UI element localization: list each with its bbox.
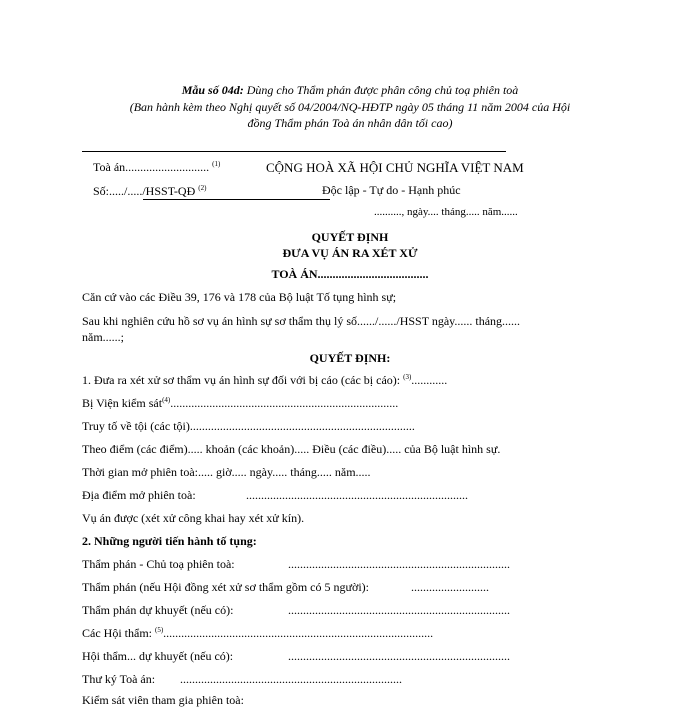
assessors-footnote: (5) xyxy=(154,626,164,634)
court-name: Toà án............................ xyxy=(93,160,210,174)
prosecution-dots: ............................................................................ xyxy=(170,396,399,410)
issued-line-1: (Ban hành kèm theo Nghị quyết số 04/2004/NQ-HĐTP ngày 05 tháng 11 năm 2004 của Hội xyxy=(129,100,571,114)
trial-type-line: Vụ án được (xét xử công khai hay xét xử kín). xyxy=(82,511,305,525)
item-1-footnote: (3) xyxy=(403,373,412,381)
trial-place-dots: .......................................................................... xyxy=(246,488,468,502)
case-review-line-2: năm......; xyxy=(82,330,124,344)
clerk-dots: .......................................................................... xyxy=(180,672,402,686)
judge-label: Thẩm phán (nếu Hội đồng xét xử sơ thẩm gồm có 5 người): xyxy=(82,580,369,594)
number-underline xyxy=(143,199,330,200)
charge-line: Truy tố về tội (các tội)........................................................................... xyxy=(82,419,415,433)
form-title xyxy=(0,84,700,96)
article-line: Theo điểm (các điểm)..... khoản (các khoản)..... Điều (các điều)..... của Bộ luật hình sự. xyxy=(82,442,501,456)
assessors-label: Các Hội thẩm: xyxy=(82,626,152,640)
prosecution-line xyxy=(82,397,398,409)
reserve-assessor-dots: .......................................................................... xyxy=(288,649,510,663)
assessors-dots: .......................................................................................... xyxy=(163,626,434,640)
item-1-dots: ............ xyxy=(411,373,448,387)
document-subtitle: ĐƯA VỤ ÁN RA XÉT XỬ xyxy=(282,246,418,260)
form-label: Mẫu số 04d: xyxy=(181,83,244,97)
issuing-court: TOÀ ÁN..................................... xyxy=(271,267,429,281)
prosecution-label: Bị Viện kiểm sát xyxy=(82,396,163,410)
form-description: Dùng cho Thẩm phán được phân công chủ toạ phiên toà xyxy=(243,83,519,97)
presiding-judge-label: Thẩm phán - Chủ toạ phiên toà: xyxy=(82,557,235,571)
reserve-judge-dots: .......................................................................... xyxy=(288,603,510,617)
decision-heading: QUYẾT ĐỊNH: xyxy=(309,351,391,365)
nation-motto: Độc lập - Tự do - Hạnh phúc xyxy=(322,183,461,197)
judge-dots: .......................... xyxy=(411,580,489,594)
decision-number: Số:...../...../HSST-QĐ xyxy=(93,184,196,198)
court-footnote: (1) xyxy=(212,160,221,168)
top-divider xyxy=(82,151,506,152)
issue-date: .........., ngày.... tháng..... năm...... xyxy=(374,206,518,218)
item-1 xyxy=(82,374,447,386)
reserve-judge-label: Thẩm phán dự khuyết (nếu có): xyxy=(82,603,234,617)
trial-time-line: Thời gian mở phiên toà:..... giờ..... ngày..... tháng..... năm..... xyxy=(82,465,371,479)
decision-number-line xyxy=(93,185,206,197)
assessors-line xyxy=(82,627,433,639)
trial-place-label: Địa điểm mở phiên toà: xyxy=(82,488,196,502)
prosecutor-label: Kiểm sát viên tham gia phiên toà: xyxy=(82,693,244,707)
reserve-assessor-label: Hội thẩm... dự khuyết (nếu có): xyxy=(82,649,234,663)
clerk-label: Thư ký Toà án: xyxy=(82,672,156,686)
prosecution-footnote: (4) xyxy=(162,396,171,404)
section-2-heading: 2. Những người tiến hành tố tụng: xyxy=(82,534,257,548)
document-title: QUYẾT ĐỊNH xyxy=(311,230,389,244)
case-review-line-1: Sau khi nghiên cứu hồ sơ vụ án hình sự sơ thẩm thụ lý số....../....../HSST ngày...... tháng...... xyxy=(82,314,521,328)
court-line xyxy=(93,161,220,173)
number-footnote: (2) xyxy=(198,184,207,192)
item-1-text: 1. Đưa ra xét xử sơ thẩm vụ án hình sự đối với bị cáo (các bị cáo): xyxy=(82,373,401,387)
presiding-judge-dots: .......................................................................... xyxy=(288,557,510,571)
nation-name: CỘNG HOÀ XÃ HỘI CHỦ NGHĨA VIỆT NAM xyxy=(266,160,524,175)
legal-basis: Căn cứ vào các Điều 39, 176 và 178 của Bộ luật Tố tụng hình sự; xyxy=(82,290,397,304)
issued-line-2: đồng Thẩm phán Toà án nhân dân tối cao) xyxy=(247,116,453,130)
